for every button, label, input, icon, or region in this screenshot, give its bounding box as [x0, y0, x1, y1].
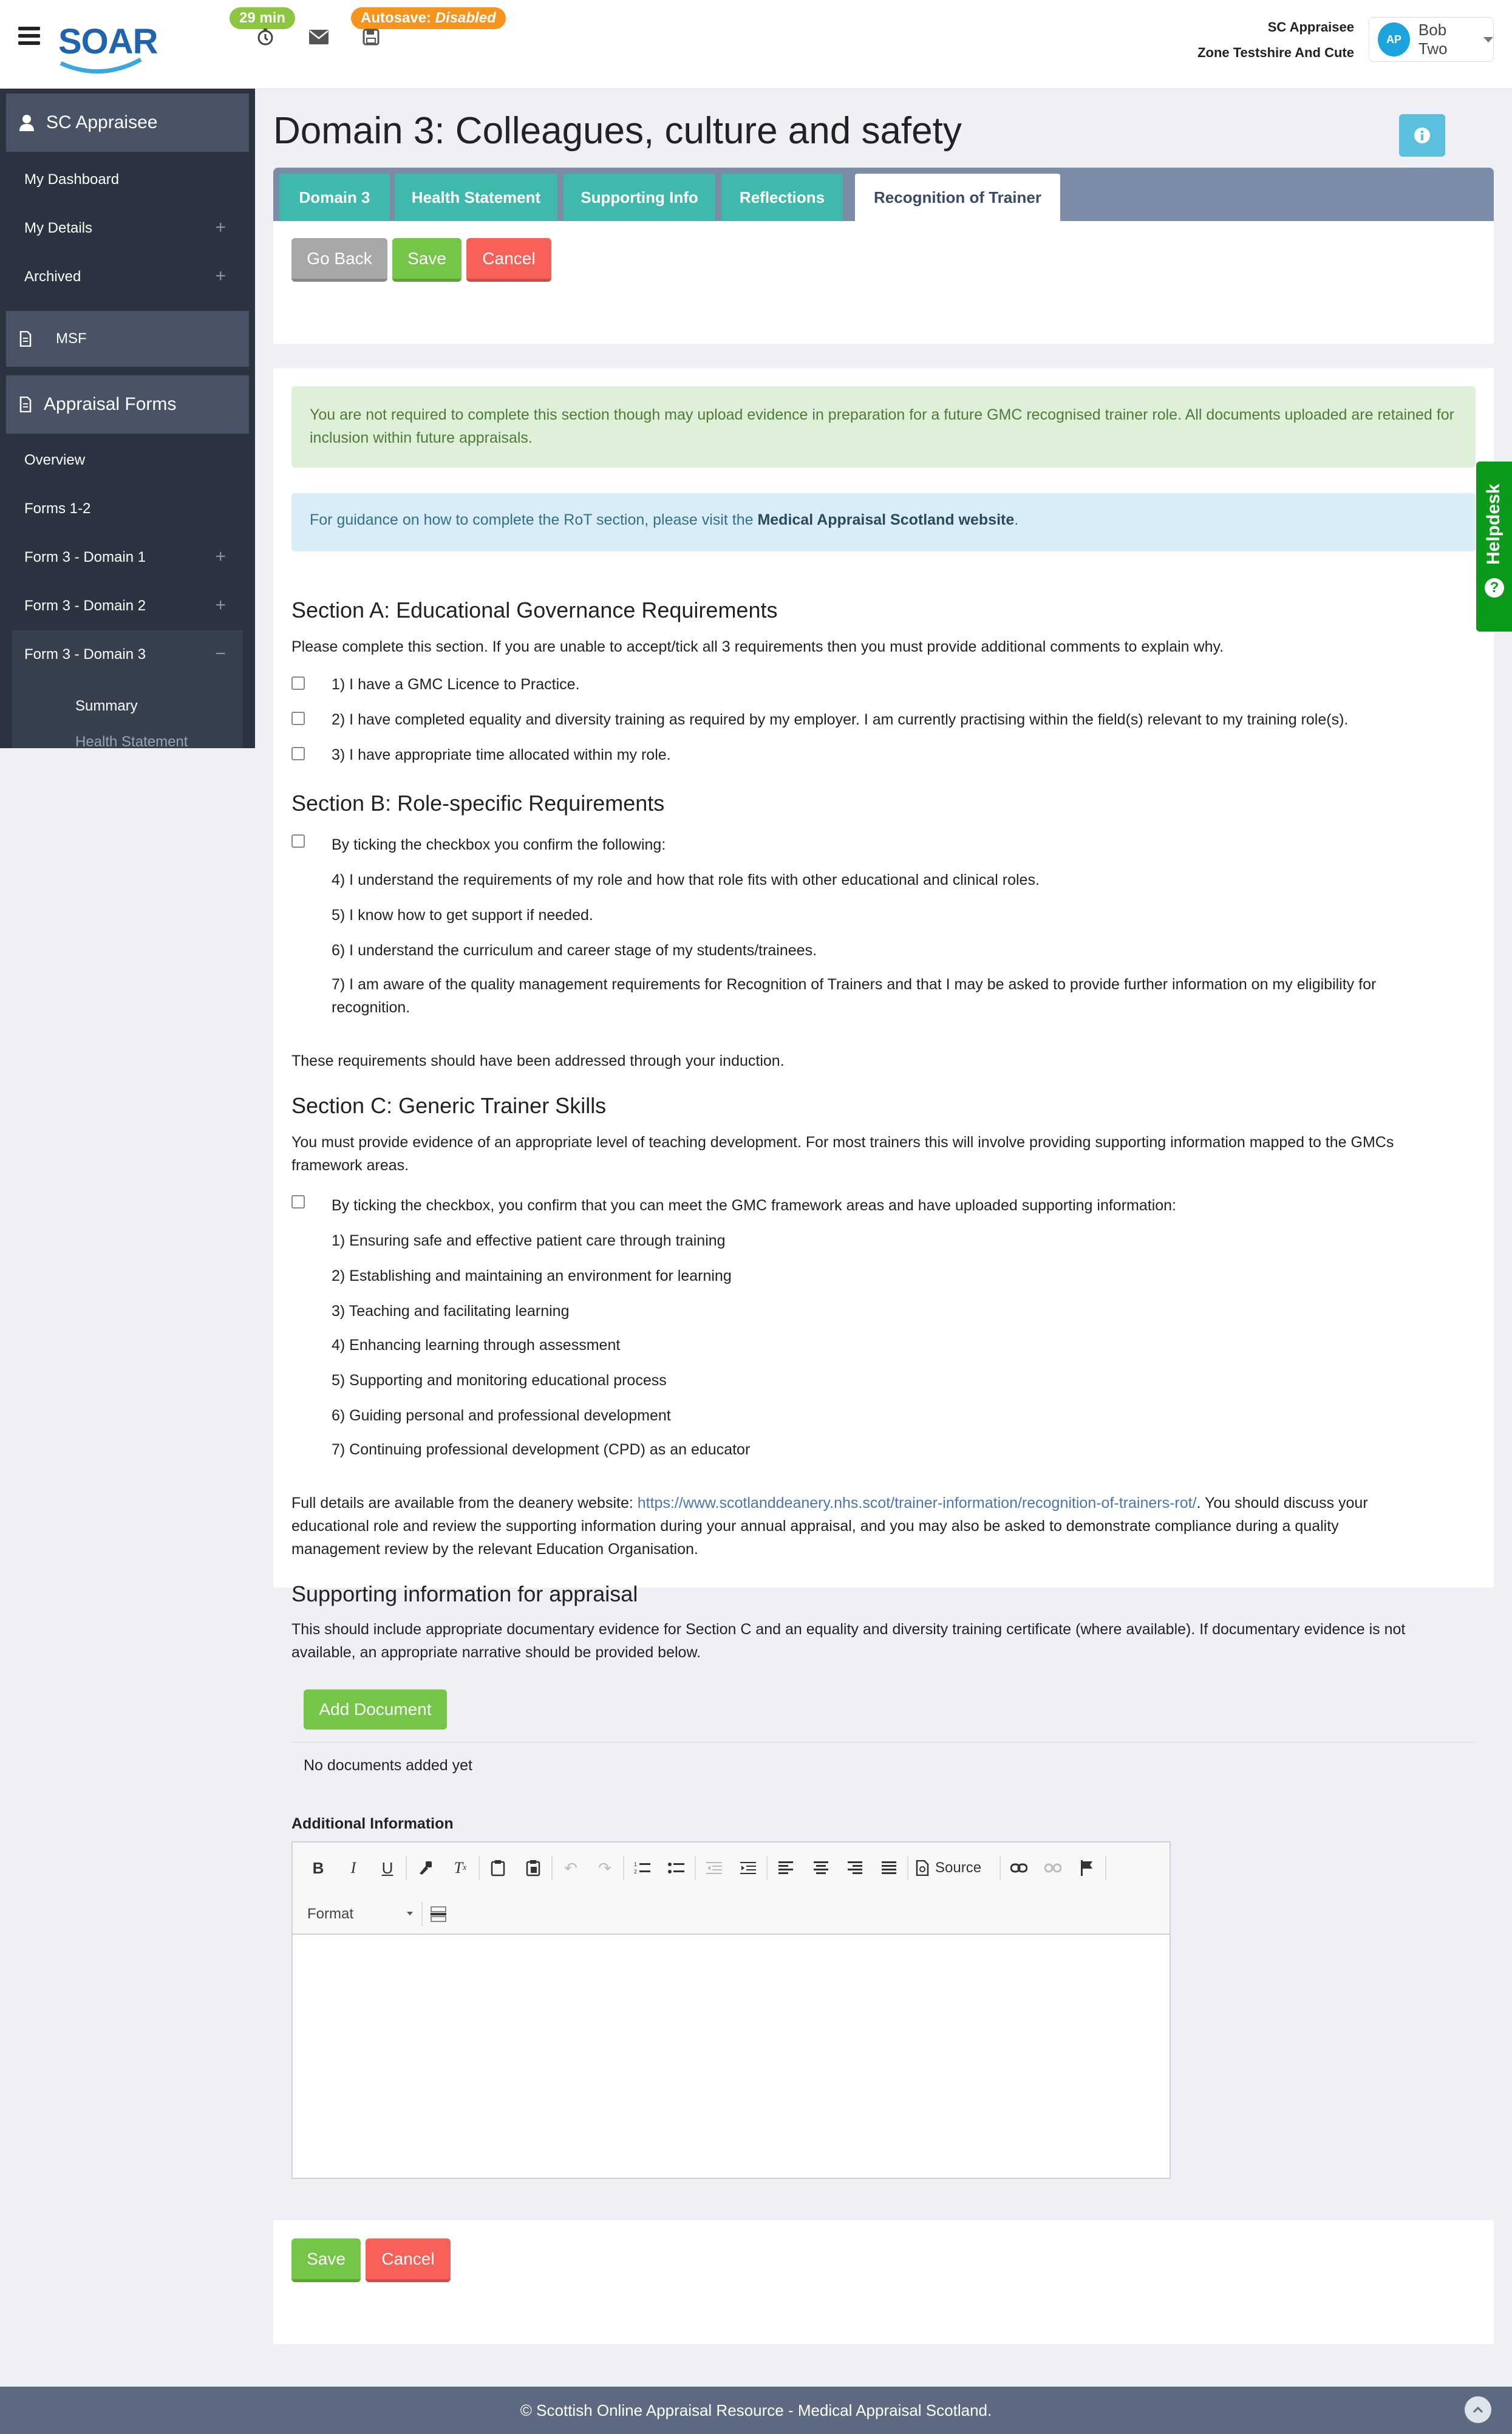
anchor-flag-icon[interactable]	[1075, 1856, 1099, 1880]
align-left-icon[interactable]	[774, 1856, 798, 1880]
section-a-intro: Please complete this section. If you are unable to accept/tick all 3 requirements then you must provide additional comments to explain why.	[291, 638, 1224, 655]
plus-icon: +	[215, 266, 226, 286]
separator	[421, 1902, 423, 1926]
bullet-list-icon[interactable]	[664, 1856, 689, 1880]
autosave-state: Disabled	[435, 10, 496, 26]
document-icon	[19, 331, 32, 347]
indent-icon[interactable]	[736, 1856, 760, 1880]
section-b-footer: These requirements should have been addressed through your induction.	[291, 1052, 785, 1069]
numbered-list-icon[interactable]	[630, 1856, 655, 1880]
sidebar-item-label: Health Statement	[75, 734, 188, 748]
chevron-down-icon	[1483, 37, 1493, 43]
timer-icon[interactable]	[250, 22, 281, 52]
footer-text: © Scottish Online Appraisal Resource - Medical Appraisal Scotland.	[520, 2401, 992, 2419]
section-c-item-6: 6) Guiding personal and professional development	[332, 1407, 671, 1424]
separator	[1105, 1856, 1106, 1880]
section-c-checkbox-label: By ticking the checkbox, you confirm that you can meet the GMC framework areas and have uploaded supporting information:	[332, 1197, 1177, 1214]
sidebar-section-msf[interactable]	[6, 311, 249, 367]
sidebar-section-label: MSF	[56, 330, 87, 347]
format-dropdown[interactable]	[307, 1902, 417, 1926]
sidebar-item-archived[interactable]	[0, 253, 255, 301]
tab-domain-3[interactable]: Domain 3	[279, 174, 390, 221]
align-right-icon[interactable]	[843, 1856, 867, 1880]
section-b-item-6: 6) I understand the curriculum and career stage of my students/trainees.	[332, 942, 817, 959]
source-label: Source	[935, 1860, 982, 1876]
source-icon	[916, 1860, 929, 1876]
sidebar-item-label: Form 3 - Domain 3	[24, 646, 146, 663]
separator	[406, 1856, 407, 1880]
section-a-item-1: 1) I have a GMC Licence to Practice.	[332, 676, 580, 693]
section-c-item-5: 5) Supporting and monitoring educational process	[332, 1372, 667, 1389]
sidebar-item-overview[interactable]	[0, 436, 255, 485]
copy-format-icon[interactable]	[413, 1856, 437, 1880]
undo-icon[interactable]: ↶	[564, 1858, 577, 1877]
separator	[907, 1856, 908, 1880]
section-c-details-3: management review by the relevant Education Organisation.	[291, 1541, 698, 1558]
separator	[999, 1856, 1001, 1880]
mail-icon[interactable]	[304, 22, 334, 52]
sidebar-subitem-health-statement[interactable]	[12, 734, 243, 748]
separator	[478, 1856, 480, 1880]
section-c-item-2: 2) Establishing and maintaining an environment for learning	[332, 1267, 732, 1284]
helpdesk-tab[interactable]	[1476, 462, 1512, 632]
supporting-info-text-2: available, an appropriate narrative should be provided below.	[291, 1644, 701, 1661]
sidebar-item-label: Form 3 - Domain 1	[24, 549, 146, 565]
sidebar-item-form3-domain3[interactable]	[12, 630, 243, 679]
document-icon	[19, 397, 32, 412]
section-b-item-4: 4) I understand the requirements of my role and how that role fits with other educational and clinical roles.	[332, 871, 1040, 888]
section-b-item-7: 7) I am aware of the quality management requirements for Recognition of Trainers and that I may be asked to provide further information on my eligibility for	[332, 976, 1377, 993]
tab-reflections[interactable]: Reflections	[721, 174, 843, 221]
sidebar-section-appraisee[interactable]	[6, 94, 249, 152]
section-b-title: Section B: Role-specific Requirements	[291, 791, 665, 816]
sidebar-subitem-summary[interactable]	[12, 679, 243, 734]
format-label: Format	[307, 1906, 354, 1922]
paste-icon[interactable]	[486, 1856, 510, 1880]
sidebar-item-label: Archived	[24, 268, 81, 285]
chevron-down-icon	[407, 1912, 413, 1915]
info-icon	[1414, 127, 1431, 144]
plus-icon: +	[215, 547, 226, 567]
svg-text:2: 2	[634, 1869, 638, 1875]
no-documents-text: No documents added yet	[304, 1757, 472, 1774]
italic-icon[interactable]: I	[350, 1859, 356, 1877]
source-button[interactable]	[916, 1856, 995, 1880]
align-center-icon[interactable]	[809, 1856, 833, 1880]
info-alert-guidance	[291, 493, 1476, 551]
unlink-icon[interactable]	[1041, 1856, 1065, 1880]
outdent-icon[interactable]	[702, 1856, 726, 1880]
paste-text-icon[interactable]	[521, 1856, 545, 1880]
section-a-title: Section A: Educational Governance Requirements	[291, 598, 778, 622]
details-text: . You should discuss your	[1196, 1495, 1368, 1512]
soar-logo[interactable]	[58, 22, 158, 73]
additional-info-label: Additional Information	[291, 1815, 454, 1832]
section-b-checkbox-label: By ticking the checkbox you confirm the following:	[332, 836, 666, 853]
save-button-bottom[interactable]: Save	[291, 2238, 361, 2282]
section-c-item-1: 1) Ensuring safe and effective patient care through training	[332, 1232, 726, 1249]
tab-recognition-of-trainer[interactable]: Recognition of Trainer	[855, 174, 1060, 221]
sidebar-item-label: Forms 1-2	[24, 500, 91, 517]
info-alert-success: You are not required to complete this section though may upload evidence in preparation for a future GMC recognised trainer role. All documents uploaded are retained for inclusion within future appraisals.	[291, 386, 1476, 468]
sidebar-item-form3-domain1[interactable]	[0, 533, 255, 582]
sidebar-item-form3-domain2[interactable]	[0, 582, 255, 630]
section-c-details-1	[291, 1491, 1368, 1515]
sidebar-item-my-dashboard[interactable]	[0, 155, 255, 204]
help-icon: ?	[1485, 578, 1504, 598]
details-text: Full details are available from the deanery website:	[291, 1495, 638, 1512]
sidebar	[0, 89, 255, 748]
section-a-checkbox-3[interactable]	[291, 747, 305, 760]
separator	[623, 1856, 624, 1880]
tab-supporting-info[interactable]: Supporting Info	[564, 174, 715, 221]
minus-icon: −	[215, 644, 226, 664]
save-icon[interactable]	[356, 22, 386, 52]
user-menu-button[interactable]	[1369, 17, 1494, 62]
chevron-up-icon	[1473, 2406, 1483, 2413]
section-a-item-3: 3) I have appropriate time allocated within my role.	[332, 746, 671, 763]
tab-bar	[273, 168, 1494, 221]
cancel-button-bottom[interactable]: Cancel	[366, 2238, 451, 2282]
user-zone: Zone Testshire And Cute	[1197, 45, 1354, 60]
rich-text-editor[interactable]	[291, 1841, 1171, 2179]
add-document-button[interactable]: Add Document	[304, 1689, 447, 1730]
go-back-button[interactable]: Go Back	[291, 238, 387, 282]
sidebar-item-label: My Details	[24, 220, 93, 236]
supporting-info-text-1: This should include appropriate documentary evidence for Section C and an equality and diversity training certificate (where available). If documentary evidence is not	[291, 1621, 1406, 1638]
cancel-button[interactable]: Cancel	[466, 238, 551, 282]
section-a-checkbox-1[interactable]	[291, 677, 305, 690]
separator	[695, 1856, 696, 1880]
info-button[interactable]	[1399, 114, 1445, 157]
divider	[291, 1742, 1476, 1743]
medical-appraisal-link[interactable]: Medical Appraisal Scotland website	[757, 511, 1015, 528]
logo-text: SOAR	[58, 22, 158, 61]
bottom-action-card	[273, 2220, 1494, 2344]
user-icon	[19, 114, 34, 131]
page-title: Domain 3: Colleagues, culture and safety	[273, 110, 962, 152]
helpdesk-label: Helpdesk	[1483, 483, 1503, 565]
scroll-to-top-button[interactable]	[1465, 2396, 1491, 2423]
user-role-info	[1197, 15, 1354, 66]
separator	[551, 1856, 553, 1880]
sidebar-item-label: Summary	[75, 698, 138, 714]
top-bar	[0, 0, 1512, 89]
section-c-item-4: 4) Enhancing learning through assessment	[332, 1337, 621, 1354]
section-c-intro-1: You must provide evidence of an appropriate level of teaching development. For most trainers this will involve providing supporting information mapped to the GMCs	[291, 1134, 1394, 1151]
sidebar-section-label: SC Appraisee	[46, 112, 158, 132]
plus-icon: +	[215, 217, 226, 237]
section-c-details-2: educational role and review the supporting information during your annual appraisal, and you may also be asked to demonstrate compliance during a quality	[291, 1518, 1339, 1535]
sidebar-section-appraisal-forms[interactable]	[6, 375, 249, 434]
editor-toolbar	[293, 1843, 1170, 1935]
section-c-title: Section C: Generic Trainer Skills	[291, 1093, 607, 1118]
section-a-checkbox-2[interactable]	[291, 712, 305, 725]
section-c-item-3: 3) Teaching and facilitating learning	[332, 1303, 570, 1320]
svg-text:1: 1	[634, 1861, 638, 1867]
section-c-item-7: 7) Continuing professional development (CPD) as an educator	[332, 1441, 751, 1458]
section-c-intro-2: framework areas.	[291, 1157, 409, 1174]
plus-icon: +	[215, 595, 226, 615]
sidebar-item-label: Overview	[24, 452, 86, 468]
user-role: SC Appraisee	[1267, 19, 1354, 35]
remove-format-icon[interactable]: T x	[454, 1859, 467, 1877]
justify-icon[interactable]	[877, 1856, 901, 1880]
underline-icon[interactable]: U	[381, 1858, 393, 1877]
user-name: Bob Two	[1418, 21, 1448, 58]
horizontal-line-icon[interactable]	[426, 1902, 451, 1926]
sidebar-item-label: My Dashboard	[24, 171, 120, 188]
session-timer-badge: 29 min	[230, 7, 295, 29]
redo-icon[interactable]: ↷	[598, 1858, 611, 1877]
section-b-item-7-cont: recognition.	[332, 999, 410, 1016]
sidebar-item-forms-1-2[interactable]	[0, 485, 255, 533]
alert-text: For guidance on how to complete the RoT section, please visit the	[310, 511, 758, 528]
sidebar-item-label: Form 3 - Domain 2	[24, 598, 146, 614]
section-a-item-2: 2) I have completed equality and diversity training as required by my employer. I am currently practising within the field(s) relevant to my training role(s).	[332, 711, 1349, 728]
separator	[766, 1856, 768, 1880]
section-b-checkbox[interactable]	[291, 834, 305, 848]
section-b-item-5: 5) I know how to get support if needed.	[332, 907, 593, 924]
link-icon[interactable]	[1007, 1856, 1031, 1880]
autosave-label: Autosave:	[361, 10, 432, 26]
footer	[0, 2387, 1512, 2434]
supporting-info-title: Supporting information for appraisal	[291, 1581, 638, 1606]
avatar: AP	[1378, 22, 1410, 56]
section-c-checkbox[interactable]	[291, 1195, 305, 1208]
save-button[interactable]: Save	[392, 238, 461, 282]
tab-health-statement[interactable]: Health Statement	[395, 174, 557, 221]
menu-icon[interactable]	[18, 27, 40, 45]
sidebar-item-my-details[interactable]	[0, 204, 255, 253]
bold-icon[interactable]: B	[312, 1858, 324, 1877]
alert-text: .	[1014, 511, 1019, 528]
sidebar-section-label: Appraisal Forms	[44, 394, 177, 414]
deanery-website-link[interactable]: https://www.scotlanddeanery.nhs.scot/trainer-information/recognition-of-trainers-rot/	[637, 1495, 1197, 1512]
